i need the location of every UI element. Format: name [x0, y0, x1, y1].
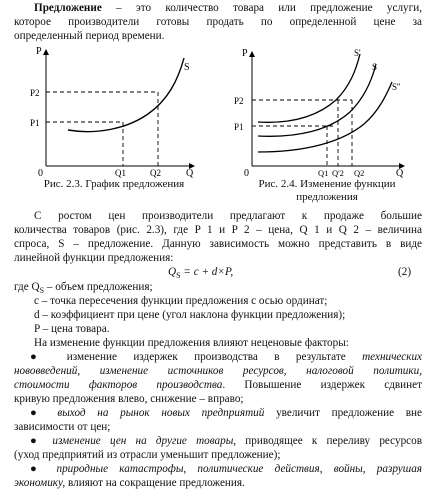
bullet2-italic: выход на рынок новых предприятий — [57, 407, 265, 419]
definition-p: P – цена товара. — [34, 323, 110, 335]
para1-line3: спроса, S – предложение. Данную зависимость можно представить в виде — [14, 238, 422, 250]
bullet4-italic-2: экономику, — [14, 477, 66, 489]
definition-c: c – точка пересечения функции предложения с осью ординат; — [34, 295, 328, 307]
p2-label: P2 — [234, 96, 244, 106]
bullet-dot: ● — [30, 407, 46, 419]
bullet2-line1 — [14, 407, 422, 421]
formula-q: Q — [168, 266, 177, 278]
intro-line-1 — [14, 2, 422, 16]
q2-label: Q2 — [150, 168, 161, 178]
formula-number: (2) — [398, 266, 412, 278]
q1-label: Q1 — [115, 168, 126, 178]
para1-line4: линейной функции предложения: — [14, 252, 174, 264]
bullet1-italic: технических — [362, 351, 422, 363]
where-sub: S — [39, 286, 45, 296]
curve-s-prime-label: S' — [354, 48, 361, 58]
figure1-caption: Рис. 2.3. График предложения — [43, 178, 185, 190]
term-supply: Предложение — [34, 2, 102, 14]
bullet3-line2: (уход предприятий из отрасли уменьшит предложение); — [14, 449, 281, 461]
q1-label: Q1 — [318, 168, 329, 178]
formula — [168, 266, 233, 283]
bullet1-line1 — [14, 351, 422, 365]
para1-line2: количества товаров (рис. 2.3), где P 1 и P 2 – цена, Q 1 и Q 2 – величина — [14, 224, 422, 236]
factors-intro: На изменение функции предложения влияют неценовые факторы: — [34, 337, 349, 349]
formula-rest: = c + d×P, — [180, 266, 234, 278]
x-axis-label: Q — [396, 168, 404, 178]
bullet4-italic: природные катастрофы, политические действия, войны, разрушая — [56, 463, 423, 475]
bullet-dot: ● — [30, 351, 51, 363]
bullet1-text: изменение издержек производства в результате — [66, 351, 363, 363]
p1-label: P1 — [30, 118, 40, 128]
y-axis-label: P — [36, 46, 42, 57]
curve-s-prime — [258, 54, 360, 122]
p1-label: P1 — [234, 122, 244, 132]
q2-prime-label: Q'2 — [332, 168, 344, 178]
origin-label: 0 — [38, 168, 43, 178]
intro-line-2: которое производители готовы продать по определенной цене за — [14, 16, 422, 28]
bullet3-line1 — [14, 435, 422, 449]
bullet4-text: влияют на сокращение предложения. — [65, 477, 245, 489]
figure2-caption-line2: предложения — [296, 191, 358, 203]
p2-label: P2 — [30, 88, 40, 98]
bullet1-text-2: . Повышение издержек сдвинет — [222, 379, 423, 391]
x-axis-label: Q — [186, 168, 194, 178]
where-rest: – объем предложения; — [44, 281, 153, 293]
y-axis-label: P — [242, 48, 248, 59]
bullet1-line3 — [14, 379, 422, 393]
curve-s-label: S — [184, 62, 190, 73]
origin-label: 0 — [244, 168, 249, 178]
bullet2-line2: зависимости от цен; — [14, 421, 111, 433]
supply-graph — [28, 40, 198, 178]
bullet4-line2 — [14, 477, 422, 491]
where-text: где Q — [14, 281, 40, 293]
bullet3-italic: изменение цен на другие товары — [52, 435, 234, 447]
bullet4-line1 — [14, 463, 422, 477]
q2-label: Q2 — [354, 168, 365, 178]
bullet1-line2: нововведений, изменение источников ресурсов, налоговой политики, — [14, 365, 422, 377]
curve-s-double-prime — [258, 82, 392, 152]
bullet1-line4: кривую предложения влево, снижение – вправо; — [14, 393, 244, 405]
bullet2-text: увеличит предложение вне — [264, 407, 423, 419]
supply-shift-graph — [232, 40, 410, 178]
intro-line-3: определенный период времени. — [14, 30, 165, 42]
para1-line1: С ростом цен производители предлагают к продаже большие — [34, 210, 422, 222]
supply-curve — [68, 58, 184, 132]
curve-s-label: S — [372, 62, 378, 72]
curve-s-double-prime-label: S'' — [392, 82, 401, 92]
definition-d: d – коэффициент при цене (угол наклона функции предложения); — [34, 309, 346, 321]
bullet-dot: ● — [30, 463, 46, 475]
bullet-dot: ● — [30, 435, 44, 447]
intro-line-1-rest: – это количество товара или предложение услуги, — [101, 2, 422, 14]
figure2-caption-line1: Рис. 2.4. Изменение функции — [258, 178, 396, 190]
bullet1-italic-2: стоимости факторов производства — [14, 379, 223, 391]
formula-sub: S — [176, 271, 181, 281]
bullet3-text: , приводящее к переливу ресурсов — [233, 435, 422, 447]
